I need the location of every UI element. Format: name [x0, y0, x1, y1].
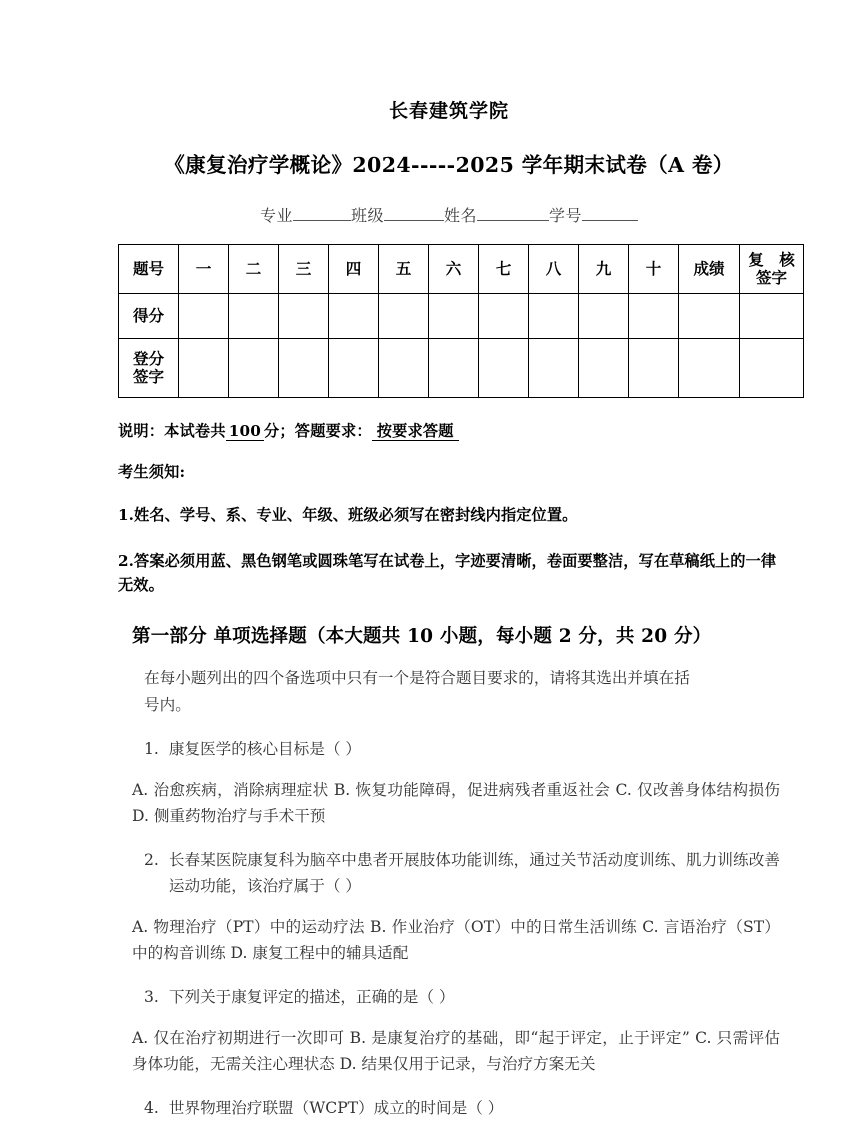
signature-label-line2: 签字: [132, 367, 164, 386]
question-options-2: A. 物理治疗（PT）中的运动疗法 B. 作业治疗（OT）中的日常生活训练 C. 言语治疗（ST）中的构音训练 D. 康复工程中的辅具适配: [132, 918, 780, 963]
explanation-prefix: 说明：本试卷共: [118, 422, 226, 440]
signature-cell-4[interactable]: [329, 339, 379, 398]
section-heading: 第一部分 单项选择题（本大题共 10 小题，每小题 2 分，共 20 分）: [132, 625, 712, 647]
score-table: [118, 244, 804, 398]
explanation-line: [118, 420, 780, 441]
question-options-1: A. 治愈疾病，消除病理症状 B. 恢复功能障碍，促进病残者重返社会 C. 仅改善身体结构损伤 D. 侧重药物治疗与手术干预: [132, 781, 780, 826]
student-no-input-blank[interactable]: [582, 220, 638, 221]
question-number-2: 2.: [144, 851, 159, 870]
row-header-question-no: 题号: [119, 245, 179, 294]
field-label-class: 班级: [350, 206, 384, 225]
question-stem-1: [118, 736, 780, 762]
notice-rule-1: 1.姓名、学号、系、专业、年级、班级必须写在密封线内指定位置。: [118, 506, 578, 524]
col-header-total: 成绩: [679, 245, 740, 294]
signature-cell-8[interactable]: [529, 339, 579, 398]
question-number-3: 3.: [144, 988, 159, 1007]
signature-cell-10[interactable]: [629, 339, 679, 398]
question-stem-4: [118, 1095, 780, 1121]
field-label-student-no: 学号: [549, 206, 583, 225]
signature-label-line1: 登分: [132, 348, 164, 368]
name-input-blank[interactable]: [477, 220, 549, 221]
score-cell-1[interactable]: [179, 294, 229, 339]
signature-cell-6[interactable]: [429, 339, 479, 398]
table-row-score: [119, 294, 804, 339]
table-row-signature: [119, 339, 804, 398]
question-text-1: 康复医学的核心目标是（ ）: [168, 740, 361, 759]
row-header-signature: [119, 339, 179, 398]
section-intro: [118, 665, 780, 719]
field-label-name: 姓名: [444, 206, 478, 225]
signature-cell-total[interactable]: [679, 339, 740, 398]
score-cell-4[interactable]: [329, 294, 379, 339]
col-header-8: 八: [529, 245, 579, 294]
section-intro-line-1: 在每小题列出的四个备选项中只有一个是符合题目要求的，请将其选出并填在括: [144, 668, 690, 687]
student-id-line: [118, 203, 780, 226]
table-row-question-numbers: [119, 245, 804, 294]
col-header-6: 六: [429, 245, 479, 294]
class-input-blank[interactable]: [384, 220, 444, 221]
page-title: 《康复治疗学概论》2024-----2025 学年期末试卷（A 卷）: [164, 153, 734, 177]
review-label-line2: 签字: [755, 268, 787, 287]
question-number-1: 1.: [144, 740, 159, 759]
score-cell-3[interactable]: [279, 294, 329, 339]
question-number-4: 4.: [144, 1099, 159, 1118]
question-stem-2: [118, 847, 780, 899]
explanation-middle: 分；答题要求：: [264, 422, 372, 440]
score-cell-7[interactable]: [479, 294, 529, 339]
signature-cell-9[interactable]: [579, 339, 629, 398]
score-cell-total[interactable]: [679, 294, 740, 339]
signature-cell-1[interactable]: [179, 339, 229, 398]
signature-cell-5[interactable]: [379, 339, 429, 398]
col-header-4: 四: [329, 245, 379, 294]
signature-cell-review[interactable]: [740, 339, 804, 398]
candidate-notice-title: 考生须知:: [118, 463, 186, 481]
school-title: 长春建筑学院: [388, 100, 509, 122]
question-text-3: 下列关于康复评定的描述，正确的是（ ）: [168, 988, 455, 1007]
score-cell-review[interactable]: [740, 294, 804, 339]
section-intro-line-2: 号内。: [144, 696, 191, 714]
score-cell-5[interactable]: [379, 294, 429, 339]
question-text-2: 长春某医院康复科为脑卒中患者开展肢体功能训练，通过关节活动度训练、肌力训练改善运动功能，该治疗属于（ ）: [168, 851, 780, 896]
signature-cell-3[interactable]: [279, 339, 329, 398]
signature-cell-7[interactable]: [479, 339, 529, 398]
col-header-1: 一: [179, 245, 229, 294]
col-header-9: 九: [579, 245, 629, 294]
question-stem-3: [118, 984, 780, 1010]
score-cell-6[interactable]: [429, 294, 479, 339]
score-cell-8[interactable]: [529, 294, 579, 339]
score-cell-2[interactable]: [229, 294, 279, 339]
major-input-blank[interactable]: [293, 220, 351, 221]
notice-rule-2: 2.答案必须用蓝、黑色钢笔或圆珠笔写在试卷上，字迹要清晰，卷面要整洁，写在草稿纸上的一律无效。: [118, 551, 777, 595]
col-header-5: 五: [379, 245, 429, 294]
row-header-score: 得分: [119, 294, 179, 339]
col-header-review-signature: [740, 245, 804, 294]
col-header-7: 七: [479, 245, 529, 294]
answer-requirement-value: 按要求答题: [372, 422, 459, 441]
field-label-major: 专业: [259, 206, 293, 225]
question-text-4: 世界物理治疗联盟（WCPT）成立的时间是（ ）: [168, 1099, 504, 1118]
signature-cell-2[interactable]: [229, 339, 279, 398]
review-label-line1: 复 核: [748, 249, 800, 269]
page-content: [118, 0, 800, 1121]
total-points-value: 100: [226, 422, 264, 441]
score-cell-9[interactable]: [579, 294, 629, 339]
score-table-container: [118, 244, 800, 398]
score-cell-10[interactable]: [629, 294, 679, 339]
col-header-10: 十: [629, 245, 679, 294]
col-header-2: 二: [229, 245, 279, 294]
question-options-3: A. 仅在治疗初期进行一次即可 B. 是康复治疗的基础，即“起于评定，止于评定” C. 只需评估身体功能，无需关注心理状态 D. 结果仅用于记录，与治疗方案无关: [132, 1029, 780, 1074]
col-header-3: 三: [279, 245, 329, 294]
